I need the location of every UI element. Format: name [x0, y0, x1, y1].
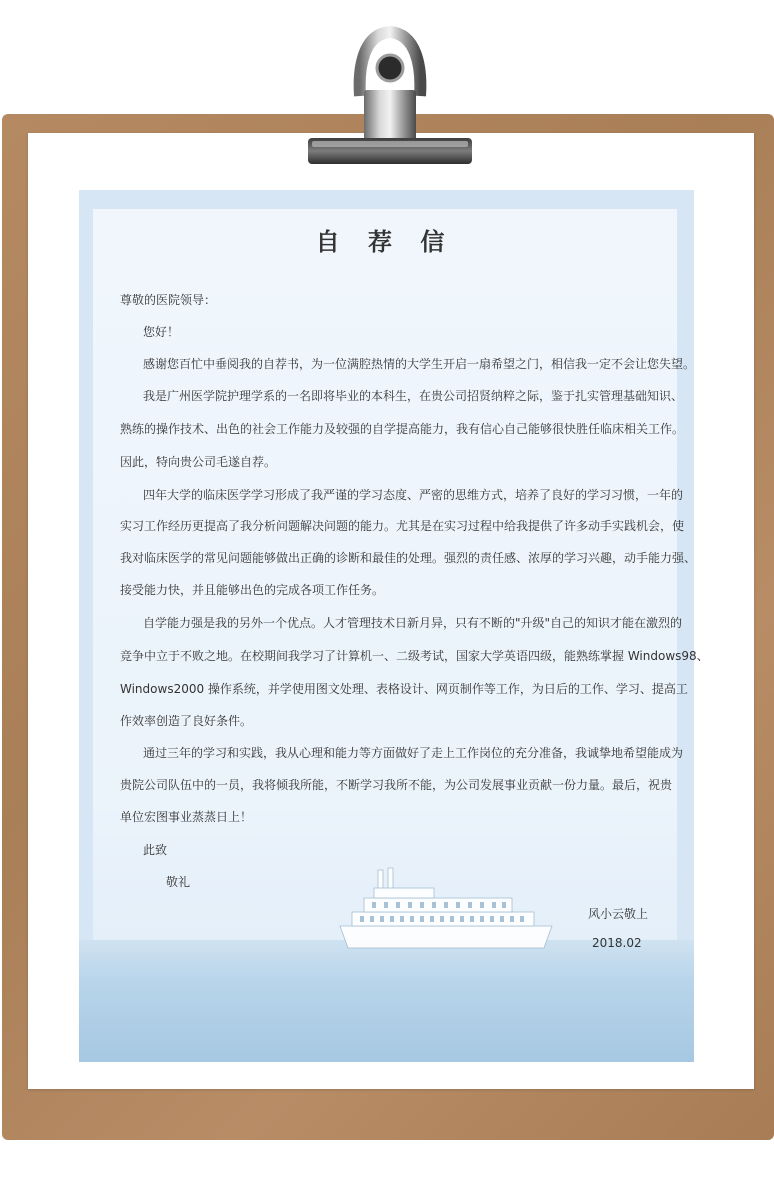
letter-date: 2018.02 — [592, 936, 642, 950]
signature: 风小云敬上 — [588, 907, 649, 921]
paragraph-3-line-1: 四年大学的临床医学学习形成了我严谨的学习态度、严密的思维方式，培养了良好的学习习惯，一年的 — [143, 488, 684, 502]
paragraph-3-line-2: 实习工作经历更提高了我分析问题解决问题的能力。尤其是在实习过程中给我提供了许多动手实践机会，使 — [120, 519, 685, 533]
sea-background — [79, 940, 694, 1062]
closing-line-1: 此致 — [143, 843, 168, 857]
greeting: 您好！ — [143, 325, 180, 339]
paragraph-4-line-4: 作效率创造了良好条件。 — [120, 714, 253, 728]
paragraph-3-line-3: 我对临床医学的常见问题能够做出正确的诊断和最佳的处理。强烈的责任感、浓厚的学习兴趣，动手能力强、 — [120, 551, 697, 565]
closing-line-2: 敬礼 — [166, 875, 191, 889]
letter-title: 自 荐 信 — [315, 228, 455, 256]
paragraph-5-line-3: 单位宏图事业蒸蒸日上！ — [120, 810, 253, 824]
paragraph-4-line-2: 竞争中立于不败之地。在校期间我学习了计算机一、二级考试，国家大学英语四级，能熟练掌握 Windows98、 — [120, 649, 709, 663]
paragraph-2-line-3: 因此，特向贵公司毛遂自荐。 — [120, 455, 277, 469]
paragraph-4-line-1: 自学能力强是我的另外一个优点。人才管理技术日新月异，只有不断的"升级"自己的知识才能在激烈的 — [143, 616, 683, 630]
paragraph-5-line-1: 通过三年的学习和实践，我从心理和能力等方面做好了走上工作岗位的充分准备，我诚挚地希望能成为 — [143, 746, 684, 760]
paragraph-4-line-3: Windows2000 操作系统，并学使用图文处理、表格设计、网页制作等工作，为日后的工作、学习、提高工 — [120, 682, 688, 696]
paragraph-1-line-1: 感谢您百忙中垂阅我的自荐书，为一位满腔热情的大学生开启一扇希望之门，相信我一定不会让您失望。 — [143, 357, 696, 371]
salutation: 尊敬的医院领导： — [120, 293, 217, 307]
binder-clip-icon — [306, 26, 474, 176]
paragraph-5-line-2: 贵院公司队伍中的一员，我将倾我所能，不断学习我所不能，为公司发展事业贡献一份力量。最后，祝贵 — [120, 778, 673, 792]
paragraph-3-line-4: 接受能力快，并且能够出色的完成各项工作任务。 — [120, 583, 385, 597]
paragraph-2-line-1: 我是广州医学院护理学系的一名即将毕业的本科生，在贵公司招贤纳粹之际，鉴于扎实管理基础知识、 — [143, 389, 684, 403]
ship-illustration — [330, 864, 558, 954]
paragraph-2-line-2: 熟练的操作技术、出色的社会工作能力及较强的自学提高能力，我有信心自己能够很快胜任临床相关工作。 — [120, 422, 685, 436]
